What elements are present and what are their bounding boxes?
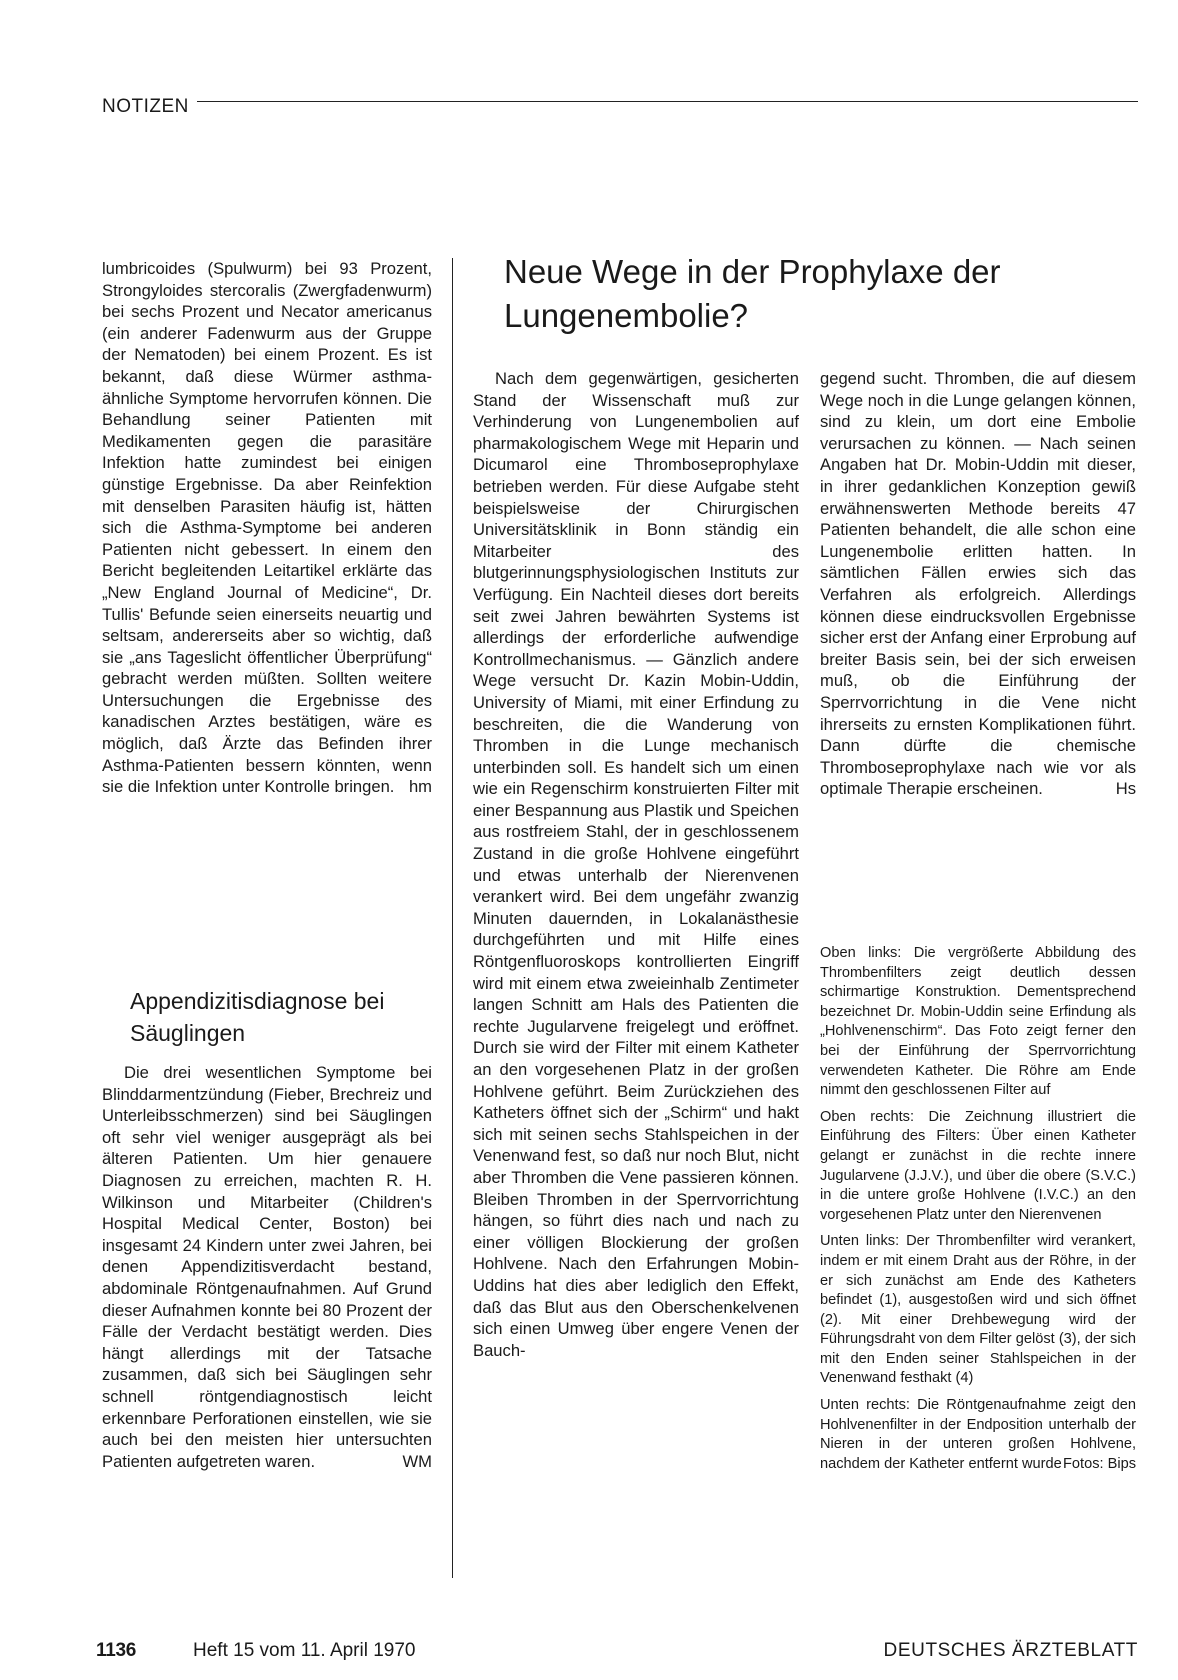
embolism-text-1: Nach dem gegenwärtigen, gesicherten Stand der Wissenschaft muß zur Verhinderung von Lungenembolien auf pharmakologischem Wege mit Heparin und Dicumarol eine Thromboseprophylaxe betrieben werden. Für diese Aufgabe steht beispielsweise der Chirurgischen Universitätsklinik in Bonn ständig ein Mitarbeiter des blutgerinnungsphysiologischen Instituts zur Verfügung. Ein Nachteil dieses dort bereits seit zwei Jahren bewährten Systems ist allerdings der erforderliche aufwendige Kontrollmechanismus. — Gänzlich andere Wege versucht Dr. Kazin Mobin-Uddin, University of Miami, mit einer Erfindung zu beschreiten, die die Wanderung von Thromben in die Lunge mechanisch unterbinden soll. Es handelt sich um einen wie ein Regenschirm konstruierten Filter mit einer Bespannung aus Plastik und Speichen aus rostfreiem Stahl, der in geschlossenem Zustand in die große Hohlvene eingeführt und etwas unterhalb der Nierenvenen verankert wird. Bei dem ungefähr zwanzig Minuten dauernden, in Lokalanästhesie durchgeführten und mit Hilfe eines Röntgenfluoroskops kontrollierten Eingriff wird mit einem etwa zweieinhalb Zentimeter langen Schnitt am Hals des Patienten die rechte Jugularvene freigelegt und eröffnet. Durch sie wird der Filter mit einem Katheter an den vorgesehenen Platz in der großen Hohlvene geführt. Beim Zurückziehen des Katheters öffnet sich der „Schirm“ und hakt sich mit seinen sechs Stahlspeichen in der Venenwand fest, so daß nur noch Blut, nicht aber Thromben die Vene passieren können. Bleiben Thromben in der Sperrvorrichtung hängen, so führt dies nach und nach zu einer völligen Blockierung der großen Hohlvene. Nach den Erfahrungen Mobin-Uddins hat dies aber lediglich den Effekt, daß das Blut aus den Oberschenkelvenen sich einen Umweg über engere Venen der Bauch-: [473, 369, 799, 1360]
journal-name: DEUTSCHES ÄRZTEBLATT: [883, 1640, 1138, 1661]
appendicitis-text: Die drei wesentlichen Symptome bei Blinddarmentzündung (Fieber, Brechreiz und Unterleibsschmerzen) sind bei Säuglingen oft sehr viel weniger ausgeprägt als bei älteren Patienten. Um hier genauere Diagnosen zu erreichen, machten R. H. Wilkinson und Mitarbeiter (Children's Hospital Medical Center, Boston) bei insgesamt 24 Kindern unter zwei Jahren, bei denen Appendizitisverdacht bestand, abdominale Röntgenaufnahmen. Auf Grund dieser Aufnahmen konnte bei 80 Prozent der Fälle der Verdacht bestätigt werden. Dies hängt allerdings mit der Tatsache zusammen, daß sich bei Säuglingen sehr schnell röntgendiagnostisch leicht erkennbare Perforationen einstellen, wie sie auch bei den meisten hier untersuchten Patienten aufgetreten waren.: [102, 1063, 432, 1471]
appendicitis-signature: WM: [402, 1451, 432, 1471]
embolism-title: Neue Wege in der Prophylaxe der Lungenembolie?: [504, 253, 1001, 334]
appendicitis-title: Appendizitisdiagnose bei Säuglingen: [130, 988, 385, 1046]
embolism-signature: Hs: [1115, 779, 1136, 799]
appendicitis-column: [102, 1062, 432, 1472]
embolism-column-2: [820, 368, 1136, 800]
caption-bottom-right-block: [820, 1396, 1136, 1474]
worm-article-text: lumbricoides (Spulwurm) bei 93 Prozent, Strongyloides stercoralis (Zwergfadenwurm) bei sechs Prozent und Necator americanus (ein anderer Fadenwurm aus der Gruppe der Nematoden) bei einem Prozent. Es ist bekannt, daß diese Würmer asthma-ähnliche Symptome hervorrufen können. Die Behandlung seiner Patienten mit Medikamenten gegen die parasitäre Infektion hatte zumindest bei einigen günstige Ergebnisse. Da aber Reinfektion mit denselben Parasiten häufig ist, hätten sich die Asthma-Symptome bei anderen Patienten nicht gebessert. In einem den Bericht begleitenden Leitartikel erklärte das „New England Journal of Medicine“, Dr. Tullis' Befunde seien einerseits neuartig und seltsam, andererseits aber so wichtig, daß sie „ans Tageslicht öffentlicher Überprüfung“ gebracht werden müßten. Sollten weitere Untersuchungen die Ergebnisse des kanadischen Arztes bestätigen, wäre es möglich, daß Ärzte das Befinden ihrer Asthma-Patienten bessern könnten, wenn sie die Infektion unter Kontrolle bringen.: [102, 259, 432, 797]
header-rule: [197, 101, 1138, 102]
issue-info: Heft 15 vom 11. April 1970: [193, 1640, 416, 1661]
caption-bottom-left: Unten links: Der Thrombenfilter wird verankert, indem er mit einem Draht aus der Röhre, in der er sich zunächst am Ende des Katheters befindet (1), ausgestoßen wird und sich öffnet (2). Mit einer Drehbewegung wird der Führungsdraht von dem Filter gelöst (3), der sich mit den Enden seiner Stahlspeichen in der Venenwand festhakt (4): [820, 1233, 1136, 1387]
column-divider: [452, 258, 453, 1578]
embolism-body-2: [820, 368, 1136, 800]
worm-article-signature: hm: [408, 777, 432, 797]
appendicitis-body: [102, 1062, 432, 1472]
embolism-column-1: [473, 368, 799, 1361]
left-column: [102, 258, 432, 798]
page-number: 1136: [96, 1640, 137, 1661]
embolism-text-2: gegend sucht. Thromben, die auf diesem Wege noch in die Lunge gelangen können, sind zu klein, um dort eine Embolie verursachen zu können. — Nach seinen Angaben hat Dr. Mobin-Uddin mit dieser, in ihrer gedanklichen Konzeption gewiß erwähnenswerten Methode bereits 47 Patienten behandelt, die alle schon eine Lungenembolie erlitten hatten. In sämtlichen Fällen erwies sich das Verfahren als erfolgreich. Allerdings können diese eindrucksvollen Ergebnisse sicher erst der Anfang einer Erprobung auf breiter Basis sein, bei der sich erweisen muß, ob die Einführung der Sperrvorrichtung in die Vene nicht ihrerseits zu ernsten Komplikationen führt. Dann dürfte die chemische Thromboseprophylaxe nach wie vor als optimale Therapie erscheinen.: [820, 369, 1136, 799]
caption-bottom-right: Unten rechts: Die Röntgenaufnahme zeigt den Hohlvenenfilter in der Endposition unterhalb der Nieren in der unteren großen Hohlvene, nachdem der Katheter entfernt wurde: [820, 1397, 1136, 1472]
section-label: NOTIZEN: [102, 96, 189, 117]
image-captions: [820, 944, 1136, 1481]
caption-top-right: Oben rechts: Die Zeichnung illustriert die Einführung des Filters: Über einen Katheter gelangt er zunächst in die rechte innere Jugularvene (J.J.V.), und über die obere (S.V.C.) in die untere große Hohlvene (I.V.C.) an den vorgesehenen Platz unter den Nierenvenen: [820, 1108, 1136, 1223]
worm-article-continuation: [102, 258, 432, 798]
photo-credit: Fotos: Bips: [1063, 1455, 1136, 1472]
caption-top-left: Oben links: Die vergrößerte Abbildung des Thrombenfilters zeigt deutlich dessen schirmartige Konstruktion. Dementsprechend bezeichnet Dr. Mobin-Uddin seine Erfindung als „Hohlvenenschirm“. Das Foto zeigt ferner den bei der Einführung der Sperrvorrichtung verwendeten Katheter. Die Röhre am Ende nimmt den geschlossenen Filter auf: [820, 945, 1136, 1099]
